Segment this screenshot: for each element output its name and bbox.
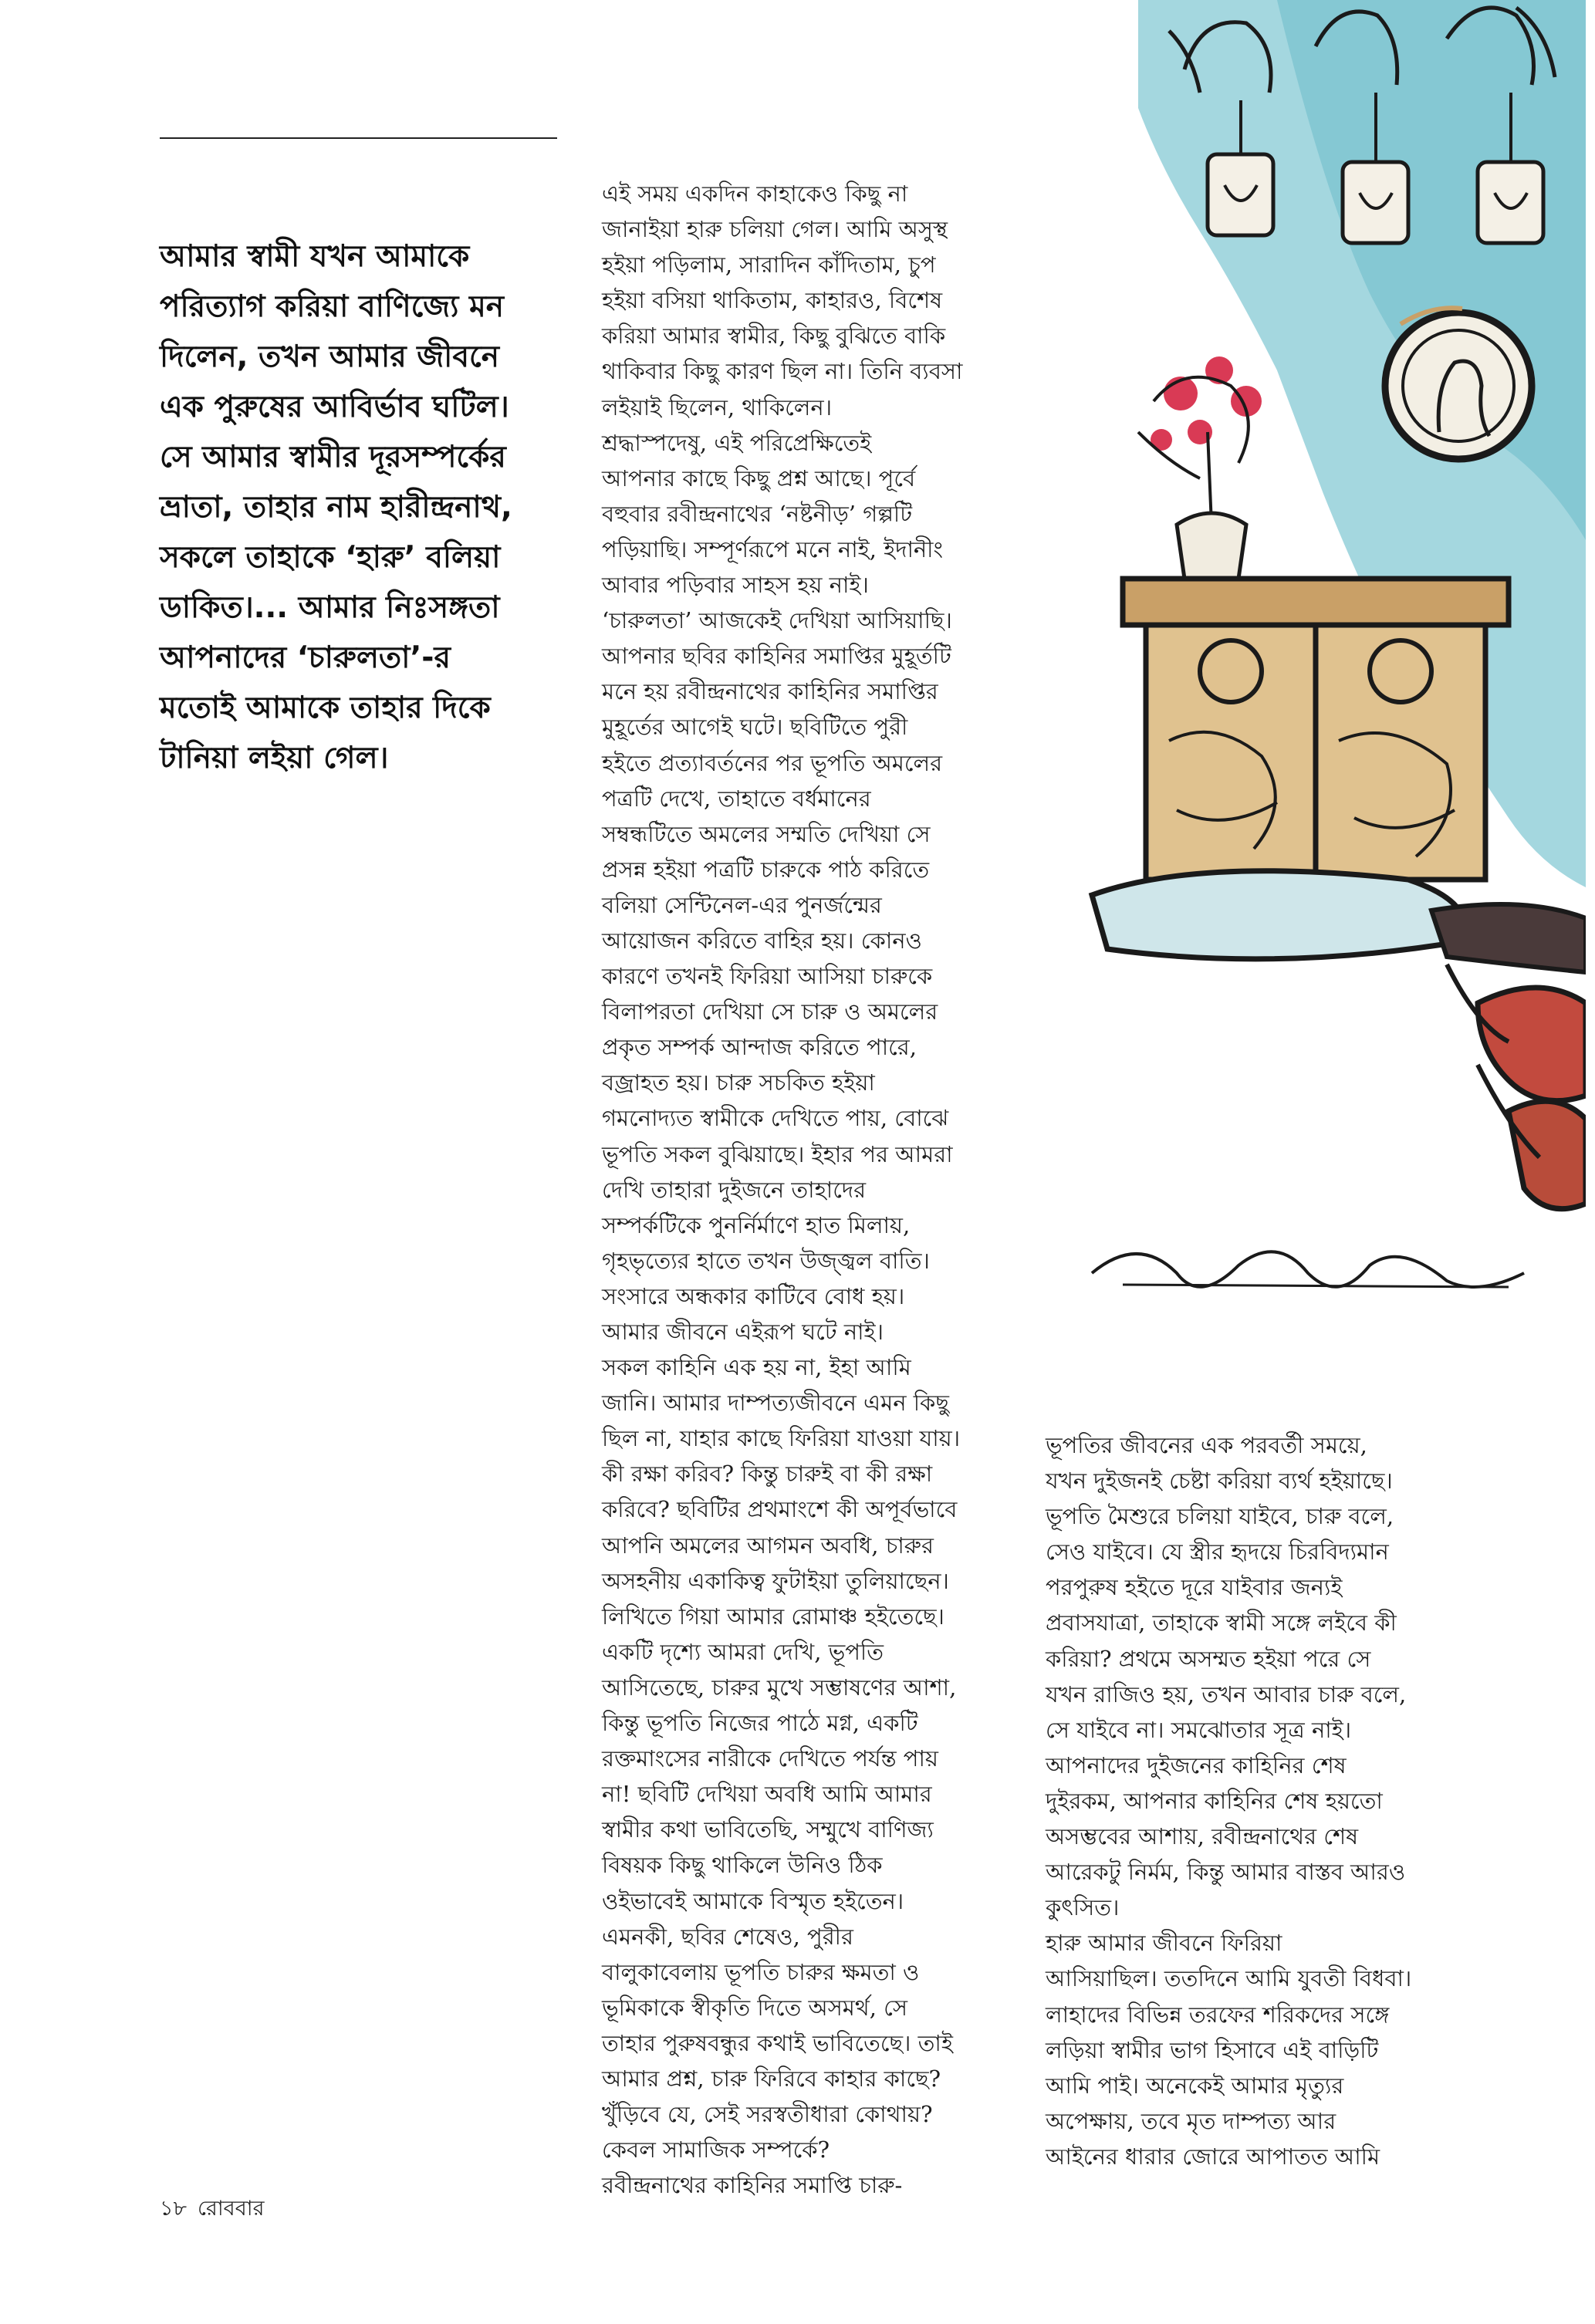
text-line: হারু আমার জীবনে ফিরিয়া	[1046, 1930, 1282, 1957]
text-line: করিয়া আমার স্বামীর, কিছু বুঝিতে বাকি	[602, 323, 946, 350]
text-line: এমনকী, ছবির শেষেও, পুরীর	[602, 1923, 853, 1950]
text-line: সম্পর্কটিকে পুনর্নির্মাণে হাত মিলায়,	[602, 1211, 911, 1238]
text-line: জানি। আমার দাম্পত্যজীবনে এমন কিছু	[602, 1390, 949, 1417]
pull-quote-line: আপনাদের ‘চারুলতা’-র	[160, 640, 451, 675]
text-line: অপেক্ষায়, তবে মৃত দাম্পত্য আর	[1046, 2107, 1336, 2134]
text-line: আপনার ছবির কাহিনির সমাপ্তির মুহূর্তটি	[602, 643, 951, 670]
text-line: রক্তমাংসের নারীকে দেখিতে পর্যন্ত পায়	[602, 1745, 938, 1772]
text-line: মনে হয় রবীন্দ্রনাথের কাহিনির সমাপ্তির	[602, 678, 938, 705]
text-line: আমার প্রশ্ন, চারু ফিরিবে কাহার কাছে?	[602, 2065, 941, 2092]
text-line: লড়িয়া স্বামীর ভাগ হিসাবে এই বাড়িটি	[1046, 2036, 1379, 2063]
pull-quote-line: মতোই আমাকে তাহার দিকে	[160, 691, 491, 725]
text-line: স্বামীর কথা ভাবিতেছি, সম্মুখে বাণিজ্য	[602, 1816, 934, 1843]
text-line: করিবে? ছবিটির প্রথমাংশে কী অপূর্বভাবে	[602, 1496, 958, 1523]
text-line: জানাইয়া হারু চলিয়া গেল। আমি অসুস্থ	[602, 216, 948, 243]
text-line: সংসারে অন্ধকার কাটিবে বোধ হয়।	[602, 1282, 905, 1309]
text-line: শ্রদ্ধাস্পদেষু, এই পরিপ্রেক্ষিতেই	[602, 429, 872, 456]
pull-quote-line: আমার স্বামী যখন আমাকে	[160, 239, 470, 274]
text-line: আরেকটু নির্মম, কিন্তু আমার বাস্তব আরও	[1046, 1859, 1406, 1886]
pull-quote-line: সে আমার স্বামীর দূরসম্পর্কের	[160, 440, 506, 475]
article-column-right	[1046, 1427, 1447, 2174]
text-line: প্রবাসযাত্রা, তাহাকে স্বামী সঙ্গে লইবে কী	[1046, 1610, 1397, 1637]
text-line: বালুকাবেলায় ভূপতি চারুর ক্ষমতা ও	[602, 1958, 920, 1985]
text-line: কারণে তখনই ফিরিয়া আসিয়া চারুকে	[602, 963, 933, 990]
text-line: দুইরকম, আপনার কাহিনির শেষ হয়তো	[1046, 1787, 1383, 1814]
text-line: আপনি অমলের আগমন অবধি, চারুর	[602, 1532, 934, 1559]
text-line: খুঁড়িবে যে, সেই সরস্বতীধারা কোথায়?	[602, 2101, 933, 2128]
text-line: ভূপতি সকল বুঝিয়াছে। ইহার পর আমরা	[602, 1140, 953, 1167]
text-line: হইয়া বসিয়া থাকিতাম, কাহারও, বিশেষ	[602, 287, 943, 314]
text-line: লইয়াই ছিলেন, থাকিলেন।	[602, 394, 833, 421]
text-line: যখন দুইজনই চেষ্টা করিয়া ব্যর্থ হইয়াছে।	[1046, 1468, 1393, 1495]
text-line: ভূমিকাকে স্বীকৃতি দিতে অসমর্থ, সে	[602, 1994, 908, 2021]
page-folio	[160, 2193, 275, 2228]
text-line: আয়োজন করিতে বাহির হয়। কোনও	[602, 927, 922, 954]
text-line: সম্বন্ধটিতে অমলের সম্মতি দেখিয়া সে	[602, 820, 931, 847]
text-line: কী রক্ষা করিব? কিন্তু চারুই বা কী রক্ষা	[602, 1461, 933, 1488]
text-line: সেও যাইবে। যে স্ত্রীর হৃদয়ে চিরবিদ্যমান	[1046, 1539, 1389, 1566]
page-number: ১৮	[160, 2197, 188, 2221]
pull-quote-line: টানিয়া লইয়া গেল।	[160, 741, 389, 775]
text-line: কুৎসিত।	[1046, 1894, 1120, 1921]
text-line: সে যাইবে না। সমঝোতার সূত্র নাই।	[1046, 1716, 1352, 1743]
text-line: অসম্ভবের আশায়, রবীন্দ্রনাথের শেষ	[1046, 1823, 1359, 1850]
text-line: আপনার কাছে কিছু প্রশ্ন আছে। পূর্বে	[602, 464, 916, 491]
publication-name: রোববার	[198, 2197, 265, 2221]
text-line: গৃহভৃত্যের হাতে তখন উজ্জ্বল বাতি।	[602, 1247, 930, 1274]
text-line: আসিতেছে, চারুর মুখে সম্ভাষণের আশা,	[602, 1674, 957, 1701]
text-line: ওইভাবেই আমাকে বিস্মৃত হইতেন।	[602, 1887, 904, 1914]
pull-quote-line: সকলে তাহাকে ‘হারু’ বলিয়া	[160, 540, 501, 575]
text-line: সকল কাহিনি এক হয় না, ইহা আমি	[602, 1354, 911, 1381]
text-line: না! ছবিটি দেখিয়া অবধি আমি আমার	[602, 1781, 932, 1808]
text-line: কেবল সামাজিক সম্পর্কে?	[602, 2137, 830, 2164]
text-line: বহুবার রবীন্দ্রনাথের ‘নষ্টনীড়’ গল্পটি	[602, 500, 913, 527]
text-line: এই সময় একদিন কাহাকেও কিছু না	[602, 181, 908, 207]
text-line: যখন রাজিও হয়, তখন আবার চারু বলে,	[1046, 1681, 1407, 1708]
text-line: প্রসন্ন হইয়া পত্রটি চারুকে পাঠ করিতে	[602, 856, 930, 883]
text-line: বলিয়া সেন্টিনেল-এর পুনর্জন্মের	[602, 891, 882, 918]
text-line: রবীন্দ্রনাথের কাহিনির সমাপ্তি চারু-	[602, 2172, 903, 2199]
text-line: পড়িয়াছি। সম্পূর্ণরূপে মনে নাই, ইদানীং	[602, 535, 943, 562]
text-line: আসিয়াছিল। ততদিনে আমি যুবতী বিধবা।	[1046, 1965, 1412, 1992]
text-line: লাহাদের বিভিন্ন তরফের শরিকদের সঙ্গে	[1046, 2001, 1390, 2028]
text-line: থাকিবার কিছু কারণ ছিল না। তিনি ব্যবসা	[602, 358, 963, 385]
pull-quote-line: এক পুরুষের আবির্ভাব ঘটিল।	[160, 390, 509, 424]
text-line: লিখিতে গিয়া আমার রোমাঞ্চ হইতেছে।	[602, 1603, 944, 1630]
text-line: প্রকৃত সম্পর্ক আন্দাজ করিতে পারে,	[602, 1034, 917, 1061]
text-line: ভূপতির জীবনের এক পরবর্তী সময়ে,	[1046, 1432, 1367, 1458]
text-line: করিয়া? প্রথমে অসম্মত হইয়া পরে সে	[1046, 1645, 1371, 1672]
text-line: আপনাদের দুইজনের কাহিনির শেষ	[1046, 1751, 1347, 1778]
text-line: আবার পড়িবার সাহস হয় নাই।	[602, 572, 869, 599]
text-line: ভূপতি মৈশুরে চলিয়া যাইবে, চারু বলে,	[1046, 1503, 1394, 1530]
text-line: আমি পাই। অনেকেই আমার মৃত্যুর	[1046, 2072, 1344, 2099]
pull-quote-line: দিলেন, তখন আমার জীবনে	[160, 339, 499, 374]
text-line: আমার জীবনে এইরূপ ঘটে নাই।	[602, 1319, 884, 1345]
text-line: গমনোদ্যত স্বামীকে দেখিতে পায়, বোঝে	[602, 1105, 949, 1132]
text-line: পত্রটি দেখে, তাহাতে বর্ধমানের	[602, 785, 871, 812]
top-rule	[160, 137, 557, 139]
text-line: কিন্তু ভূপতি নিজের পাঠে মগ্ন, একটি	[602, 1710, 918, 1737]
text-line: ‘চারুলতা’ আজকেই দেখিয়া আসিয়াছি।	[602, 607, 952, 634]
text-line: হইয়া পড়িলাম, সারাদিন কাঁদিতাম, চুপ	[602, 252, 936, 279]
text-line: তাহার পুরুষবন্ধুর কথাই ভাবিতেছে। তাই	[602, 2029, 953, 2056]
text-line: মুহূর্তের আগেই ঘটে। ছবিটিতে পুরী	[602, 714, 908, 741]
text-line: অসহনীয় একাকিত্ব ফুটাইয়া তুলিয়াছেন।	[602, 1567, 949, 1594]
pull-quote-line: ভ্রাতা, তাহার নাম হারীন্দ্রনাথ,	[160, 490, 512, 525]
pull-quote-line: পরিত্যাগ করিয়া বাণিজ্যে মন	[160, 289, 504, 324]
text-line: বজ্রাহত হয়। চারু সচকিত হইয়া	[602, 1069, 875, 1096]
text-line: ছিল না, যাহার কাছে ফিরিয়া যাওয়া যায়।	[602, 1425, 961, 1452]
text-line: দেখি তাহারা দুইজনে তাহাদের	[602, 1176, 867, 1203]
interior-illustration	[1046, 0, 1586, 1366]
text-line: হইতে প্রত্যাবর্তনের পর ভূপতি অমলের	[602, 749, 943, 776]
text-line: পরপুরুষ হইতে দূরে যাইবার জন্যই	[1046, 1574, 1343, 1601]
text-line: আইনের ধারার জোরে আপাতত আমি	[1046, 2143, 1380, 2170]
text-line: বিলাপরতা দেখিয়া সে চারু ও অমলের	[602, 998, 938, 1025]
text-line: বিষয়ক কিছু থাকিলে উনিও ঠিক	[602, 1852, 883, 1879]
text-line: একটি দৃশ্যে আমরা দেখি, ভূপতি	[602, 1638, 884, 1665]
pull-quote	[160, 231, 561, 783]
pull-quote-line: ডাকিত।... আমার নিঃসঙ্গতা	[160, 590, 500, 625]
article-column-middle	[602, 176, 1003, 2203]
